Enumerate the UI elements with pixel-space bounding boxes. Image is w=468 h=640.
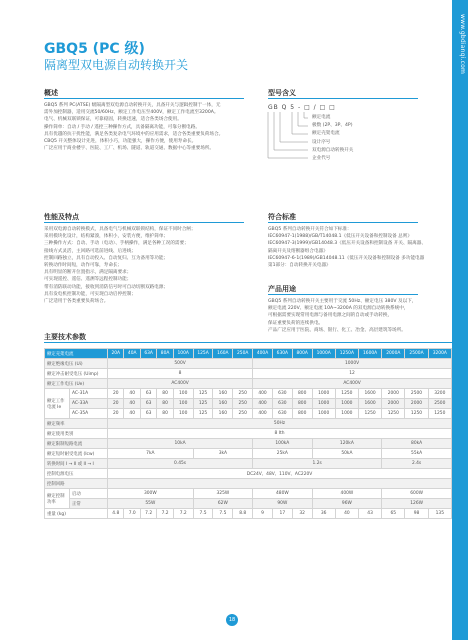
table-row: [45, 459, 452, 469]
table-header-cell: 400A: [253, 349, 273, 359]
table-header-cell: 额定壳架电流: [45, 349, 108, 359]
table-row: [45, 499, 452, 509]
standard-item: IEC60947-6-1(1989)/GB14048.11《低压开关设备和控制设备 多功能电器 第1部分：自动转换开关电器》: [268, 255, 425, 269]
standards-intro: GBQ5 系列自动转换开关符合如下标准：: [268, 227, 352, 232]
application-line: 可根据需要实现常用电源与备用电源之间的自动或手动转换，: [268, 313, 393, 319]
table-row: [45, 479, 452, 489]
table-cell: AC400V: [108, 379, 253, 389]
table-cell: 20: [108, 389, 124, 399]
table-cell: 630: [272, 399, 292, 409]
features-heading: 性能及特点: [44, 213, 79, 221]
row-label: 启动: [70, 489, 108, 499]
table-cell: 0.45s: [108, 459, 253, 469]
table-cell: 20: [108, 409, 124, 419]
table-cell: 32: [292, 509, 312, 519]
table-header-cell: 3200A: [428, 349, 451, 359]
table-cell: 1250: [359, 409, 382, 419]
table-cell: 8.8: [233, 509, 253, 519]
feature-line: 三种操作方式：自动、手动（电动）、手柄操作，满足各种工况的需要；: [44, 241, 189, 247]
overview-line: 需外加控制器，适用交流50/60Hz，额定工作电压至400V，额定工作电流至3200A。: [44, 110, 219, 116]
table-cell: 400: [253, 399, 273, 409]
table-cell: 43: [359, 509, 382, 519]
row-label: 额定限制短路电流: [45, 439, 108, 449]
table-cell: 250: [233, 409, 253, 419]
row-label: 额定短时耐受电流 (Icw): [45, 449, 108, 459]
table-cell: 7.2: [157, 509, 173, 519]
table-header-cell: 1250A: [335, 349, 358, 359]
table-cell: 2000: [382, 389, 405, 399]
table-cell: 7.5: [193, 509, 213, 519]
overview-rule: [44, 98, 244, 99]
application-rule: [268, 294, 418, 295]
table-cell: 500V: [108, 359, 253, 369]
overview-line: 具有优越的抗干扰性能，满足各类复杂电气环境中的应用需求，适合各类重要负荷场合。: [44, 131, 224, 137]
row-label: 正常: [70, 499, 108, 509]
table-header-cell: 80A: [157, 349, 173, 359]
feature-line: 转换动作时间短，动作可靠，寿命长；: [44, 263, 123, 269]
table-cell: DC24V、48V、110V、AC220V: [108, 469, 452, 479]
model-label: 额定电流: [312, 115, 331, 120]
table-header-cell: 100A: [173, 349, 193, 359]
table-cell: 160: [213, 409, 233, 419]
table-cell: 1250: [428, 409, 451, 419]
row-label: 转换时间 I → II 或 II → I: [45, 459, 108, 469]
table-cell: 160: [213, 389, 233, 399]
table-header-cell: 2000A: [382, 349, 405, 359]
table-header-cell: 20A: [108, 349, 124, 359]
table-cell: 125: [193, 399, 213, 409]
table-cell: 2000: [382, 399, 405, 409]
table-cell: 100kA: [253, 439, 312, 449]
feature-line: 带有消防联动功能，接收到消防信号时可自动切断双路电源；: [44, 284, 169, 290]
row-label: 重量 (kg): [45, 509, 108, 519]
table-cell: 80kA: [382, 439, 452, 449]
model-label: 设计序号: [312, 139, 331, 145]
table-cell: 80: [157, 399, 173, 409]
table-cell: 80: [157, 389, 173, 399]
table-cell: 7kA: [108, 449, 194, 459]
overview-text: [44, 102, 254, 152]
standard-item: IEC60947-1(1988)/GB/T14048.1《低压开关设备和控制设备 总则》: [268, 234, 412, 240]
model-code-diagram: [266, 112, 308, 168]
feature-line: 可实现遥控、遥信、遥测等远程控制功能；: [44, 277, 132, 283]
model-label: 额定壳架电流: [312, 131, 340, 137]
table-cell: 2000: [405, 399, 428, 409]
standards-heading: 符合标准: [268, 213, 296, 221]
table-row: [45, 469, 452, 479]
table-cell: 50Hz: [108, 419, 452, 429]
table-cell: 100: [173, 409, 193, 419]
feature-line: 采用模块化设计，结构紧凑，体积小，安装方便，维护简单；: [44, 234, 169, 240]
product-subtitle: 隔离型双电源自动转换开关: [44, 58, 189, 72]
overview-line: CBQ5 开关整体设计先进，体积小巧，功能强大，操作方便，使用寿命长。: [44, 139, 197, 145]
table-cell: 7.0: [124, 509, 140, 519]
table-cell: AC400V: [253, 379, 452, 389]
table-cell: 63: [140, 399, 156, 409]
table-cell: 400: [253, 389, 273, 399]
model-label: 极数 (2P、3P、4P): [312, 123, 353, 129]
params-rule: [44, 342, 452, 343]
table-cell: 120kA: [312, 439, 382, 449]
row-label: 额定使用类别: [45, 429, 108, 439]
model-heading: 型号含义: [268, 89, 296, 97]
table-row: [45, 369, 452, 379]
table-cell: 8 Ith: [108, 429, 452, 439]
model-code-labels: [312, 114, 353, 163]
table-cell: 63: [140, 409, 156, 419]
table-cell: 63: [140, 389, 156, 399]
table-cell: 160: [213, 399, 233, 409]
table-cell: 55kA: [382, 449, 452, 459]
table-cell: 1000: [335, 409, 358, 419]
table-cell: 7.2: [140, 509, 156, 519]
table-row: [45, 409, 452, 419]
features-text: [44, 226, 254, 305]
table-cell: 62W: [193, 499, 252, 509]
features-rule: [44, 222, 244, 223]
table-cell: 40: [124, 389, 140, 399]
table-cell: 4.8: [108, 509, 124, 519]
table-cell: 1000: [335, 399, 358, 409]
table-cell: 20: [108, 399, 124, 409]
table-cell: 55W: [108, 499, 194, 509]
row-label: 控制回路: [45, 479, 108, 489]
row-label: 额定工作电压 (Ue): [45, 379, 108, 389]
application-line: 额定电流 220V、额定电流 10A~3200A 的双电源自动转换系统中，: [268, 306, 409, 312]
feature-line: 具有明显的断开位置指示，满足隔离要求；: [44, 270, 132, 276]
table-cell: 125: [193, 409, 213, 419]
row-label: 额定冲击耐受电压 (Uimp): [45, 369, 108, 379]
table-header-cell: 800A: [292, 349, 312, 359]
row-label: 额定频率: [45, 419, 108, 429]
standards-rule: [268, 222, 418, 223]
model-label: 双电源自动转换开关: [312, 147, 354, 153]
table-header-cell: 630A: [272, 349, 292, 359]
table-cell: 630: [272, 409, 292, 419]
table-cell: 50kA: [312, 449, 382, 459]
table-cell: 400: [253, 409, 273, 419]
table-cell: 17: [272, 509, 292, 519]
table-cell: 125: [193, 389, 213, 399]
table-cell: 3kA: [193, 449, 252, 459]
row-label: AC-31A: [70, 389, 108, 399]
table-row: [45, 399, 452, 409]
table-cell: 1600: [359, 399, 382, 409]
table-header-cell: 40A: [124, 349, 140, 359]
table-row: [45, 429, 452, 439]
overview-line: 广泛应用于商业楼宇、医院、工厂、机场、隧道、轨道交通、数据中心等重要场所。: [44, 146, 214, 152]
row-label: 额定绝缘电压 (Ui): [45, 359, 108, 369]
table-cell: 250: [233, 389, 253, 399]
row-group-label: 额定控制功率: [45, 489, 70, 509]
overview-heading: 概述: [44, 89, 58, 97]
table-cell: 2500: [405, 389, 428, 399]
model-rule: [268, 98, 418, 99]
table-cell: 40: [124, 409, 140, 419]
table-row: [45, 439, 452, 449]
table-row: [45, 389, 452, 399]
table-header-cell: 1000A: [312, 349, 335, 359]
table-header-cell: 160A: [213, 349, 233, 359]
table-cell: 7.2: [173, 509, 193, 519]
table-header-cell: 125A: [193, 349, 213, 359]
application-heading: 产品用途: [268, 285, 296, 293]
table-header-cell: 1600A: [359, 349, 382, 359]
table-cell: 2500: [428, 399, 451, 409]
table-cell: 250: [233, 399, 253, 409]
table-cell: 36: [312, 509, 335, 519]
table-cell: 800: [292, 399, 312, 409]
table-cell: 12: [253, 369, 452, 379]
table-cell: 135: [428, 509, 451, 519]
table-cell: 2.4s: [382, 459, 452, 469]
application-line: 产品广泛应用于医院、商场、银行、化工、冶金、高层建筑等场所。: [268, 327, 406, 333]
table-cell: 1000: [312, 399, 335, 409]
overview-line: 操作简单：自动 / 手动 / 遥控三种操作方式，具备隔离功能，可靠分断电路。: [44, 124, 200, 130]
side-brand-strip: [452, 0, 468, 640]
feature-line: 采用双电源自动转换模式，具备电气与机械双联锁结构，保证不同时合闸；: [44, 227, 196, 232]
row-group-label: 额定工作电流 Ie: [45, 389, 70, 419]
standard-item: IEC60947-3(1999)/GB14048.3《低压开关设备和控制设备 开关、隔离器、隔离开关及熔断器组合电器》: [268, 241, 426, 254]
row-label: AC-35A: [70, 409, 108, 419]
table-cell: 300W: [108, 489, 194, 499]
model-code: GB Q 5 - □ / □ □: [268, 104, 336, 111]
table-cell: 800: [292, 389, 312, 399]
table-cell: 480W: [253, 489, 312, 499]
table-cell: 1250: [335, 389, 358, 399]
table-cell: [108, 479, 452, 489]
table-cell: 800: [292, 409, 312, 419]
application-line: 保证重要负荷的连续供电。: [268, 320, 324, 326]
table-header-cell: 2500A: [405, 349, 428, 359]
standards-text: [268, 226, 428, 269]
table-cell: 65: [382, 509, 405, 519]
table-cell: 1250: [405, 409, 428, 419]
application-text: [268, 298, 428, 334]
website-url: www.gbdianqi.com: [459, 14, 466, 75]
table-cell: 1000: [312, 409, 335, 419]
table-cell: 40: [335, 509, 358, 519]
table-cell: 8: [108, 369, 253, 379]
table-row: [45, 449, 452, 459]
table-cell: 400W: [312, 489, 382, 499]
table-cell: 3200: [428, 389, 451, 399]
technical-parameters-table: [44, 348, 452, 519]
table-cell: 25kA: [253, 449, 312, 459]
table-cell: 9: [253, 509, 273, 519]
table-cell: 1000V: [253, 359, 452, 369]
table-header-cell: 63A: [140, 349, 156, 359]
table-cell: 600W: [382, 489, 452, 499]
overview-line: GBQ5 系列 PC(ATSE) 级隔离型双电源自动转换开关，具备开关与逻辑控制于一体，无: [44, 103, 221, 108]
row-label: AC-33A: [70, 399, 108, 409]
table-cell: 7.5: [213, 509, 233, 519]
table-cell: 1250: [382, 409, 405, 419]
table-row: [45, 359, 452, 369]
table-cell: 90W: [253, 499, 312, 509]
table-cell: 1.2s: [253, 459, 382, 469]
overview-line: 电气、机械双联锁保证，可靠稳固，转换迅速，适合各类场合使用。: [44, 117, 182, 123]
table-cell: 1600: [359, 389, 382, 399]
row-label: 控制电源电压: [45, 469, 108, 479]
table-cell: 80: [157, 409, 173, 419]
params-heading: 主要技术参数: [44, 333, 86, 341]
table-cell: 126W: [382, 499, 452, 509]
feature-line: 控制回路独立，具有自动投入、自动复归、互为备用等功能；: [44, 255, 169, 261]
table-header-row: [45, 349, 452, 359]
table-row: [45, 489, 452, 499]
feature-line: 接线方式灵活，主回路可选前进线、后进线；: [44, 248, 136, 254]
table-cell: 40: [124, 399, 140, 409]
product-title: GBQ5 (PC 级): [44, 41, 145, 57]
table-cell: 325W: [193, 489, 252, 499]
application-line: GBQ5 系列自动转换开关主要用于交流 50Hz、额定电压 380V 及以下，: [268, 299, 417, 304]
table-header-cell: 250A: [233, 349, 253, 359]
feature-line: 广泛适用于各类重要负荷场合。: [44, 299, 109, 305]
table-row: [45, 509, 452, 519]
table-row: [45, 419, 452, 429]
table-cell: 96W: [312, 499, 382, 509]
model-label: 企业代号: [312, 156, 331, 162]
feature-line: 具有发电机控制功能，可实现自动启停控制；: [44, 291, 136, 297]
page-number: 18: [226, 614, 238, 626]
table-row: [45, 379, 452, 389]
table-cell: 1000: [312, 389, 335, 399]
table-cell: 630: [272, 389, 292, 399]
table-cell: 98: [405, 509, 428, 519]
table-cell: 100: [173, 399, 193, 409]
table-cell: 10kA: [108, 439, 253, 449]
table-cell: 100: [173, 389, 193, 399]
